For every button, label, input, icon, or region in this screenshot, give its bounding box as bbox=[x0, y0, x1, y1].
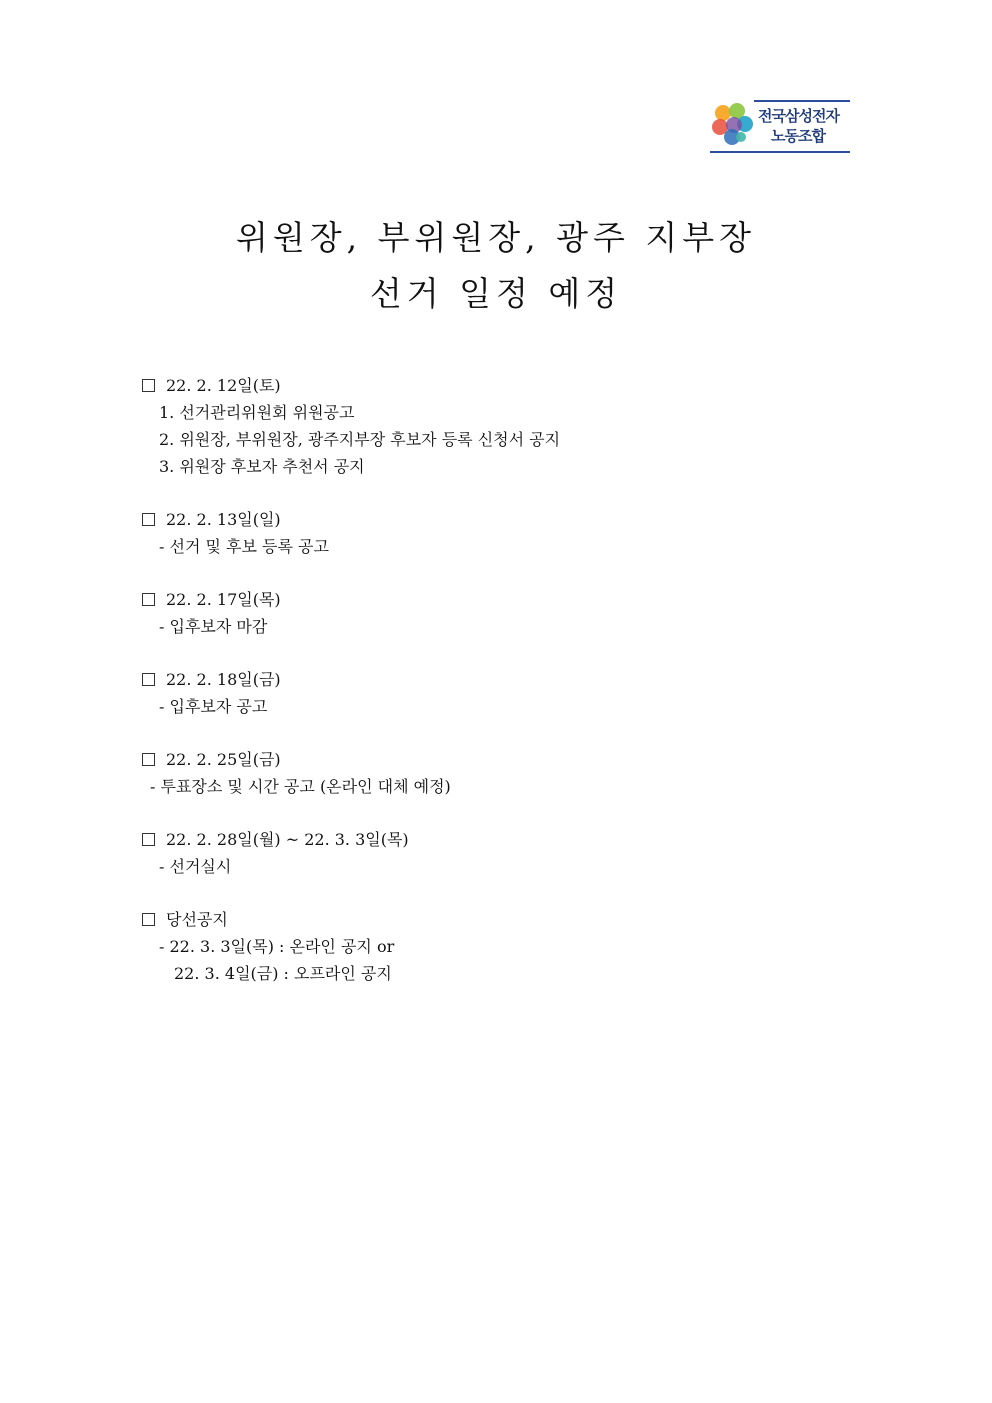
logo-top-rule bbox=[754, 100, 850, 102]
schedule-date: 22. 2. 17일(목) bbox=[166, 590, 281, 609]
schedule-item: - 선거 및 후보 등록 공고 bbox=[159, 537, 329, 556]
schedule-heading bbox=[142, 826, 902, 853]
schedule-date: 22. 2. 12일(토) bbox=[166, 376, 281, 395]
checkbox-icon bbox=[142, 673, 155, 686]
schedule-list bbox=[142, 372, 902, 987]
schedule-date: 22. 2. 28일(월) ~ 22. 3. 3일(목) bbox=[166, 830, 409, 849]
schedule-heading bbox=[142, 906, 902, 933]
document-title-line1: 위원장, 부위원장, 광주 지부장 bbox=[236, 218, 756, 257]
schedule-item: - 선거실시 bbox=[159, 857, 232, 876]
schedule-item: - 투표장소 및 시간 공고 (온라인 대체 예정) bbox=[150, 777, 451, 796]
schedule-date: 22. 2. 18일(금) bbox=[166, 670, 281, 689]
schedule-heading bbox=[142, 586, 902, 613]
schedule-heading bbox=[142, 372, 902, 399]
schedule-item: 22. 3. 4일(금) : 오프라인 공지 bbox=[174, 964, 392, 983]
document-title-line2: 선거 일정 예정 bbox=[369, 274, 623, 313]
schedule-item: - 22. 3. 3일(목) : 온라인 공지 or bbox=[159, 937, 395, 956]
schedule-date: 22. 2. 13일(일) bbox=[166, 510, 281, 529]
union-emblem-icon bbox=[710, 100, 754, 148]
checkbox-icon bbox=[142, 913, 155, 926]
checkbox-icon bbox=[142, 593, 155, 606]
schedule-date: 22. 2. 25일(금) bbox=[166, 750, 281, 769]
checkbox-icon bbox=[142, 513, 155, 526]
schedule-date: 당선공지 bbox=[166, 910, 228, 929]
checkbox-icon bbox=[142, 753, 155, 766]
schedule-item: - 입후보자 공고 bbox=[159, 697, 268, 716]
checkbox-icon bbox=[142, 379, 155, 392]
schedule-item: 2. 위원장, 부위원장, 광주지부장 후보자 등록 신청서 공지 bbox=[159, 430, 561, 449]
schedule-heading bbox=[142, 506, 902, 533]
logo-bottom-rule bbox=[710, 151, 850, 153]
union-logo bbox=[708, 96, 852, 156]
schedule-item: 1. 선거관리위원회 위원공고 bbox=[159, 403, 355, 422]
logo-text-line2: 노동조합 bbox=[771, 127, 825, 145]
schedule-item: - 입후보자 마감 bbox=[159, 617, 268, 636]
schedule-item: 3. 위원장 후보자 추천서 공지 bbox=[159, 457, 365, 476]
logo-text-line1: 전국삼성전자 bbox=[758, 107, 839, 125]
schedule-heading bbox=[142, 666, 902, 693]
schedule-heading bbox=[142, 746, 902, 773]
checkbox-icon bbox=[142, 833, 155, 846]
